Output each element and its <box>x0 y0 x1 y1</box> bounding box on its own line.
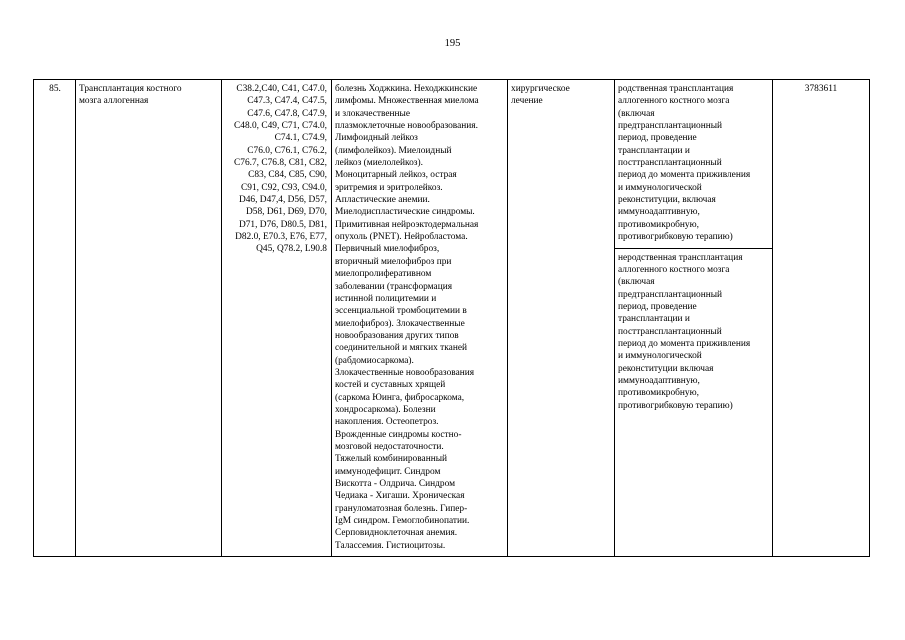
page-number: 195 <box>444 38 461 49</box>
treatment-method-related: родственная трансплантация аллогенного костного мозга (включая предтрансплантационный период, проведение трансплантации и посттрансплантационный период до момента приживления и иммунологической реконституции, включая иммуноадаптивную, противомикробную, противогрибковую терапию) <box>615 80 773 249</box>
service-name: Трансплантация костного мозга аллогенная <box>76 80 222 557</box>
cost-value: 3783611 <box>773 80 870 557</box>
disease-model: болезнь Ходжкина. Неходжкинские лимфомы. Множественная миелома и злокачественные плазмоклеточные новообразования. Лимфоидный лейкоз (лимфолейкоз). Миелоидный лейкоз (миелолейкоз). Моноцитарный лейкоз, острая эритремия и эритролейкоз. Апластические анемии. Миелодиспластические синдромы. Примитивная нейроэктодермальная опухоль (PNET). Нейробластома. Первичный миелофиброз, вторичный миелофиброз при миелопролиферативном заболевании (трансформация истинной полицитемии и эссенциальной тромбоцитемии в миелофиброз). Злокачественные новообразования других типов соединительной и мягких тканей (рабдомиосаркома). Злокачественные новообразования костей и суставных хрящей (саркома Юинга, фибросаркома, хондросаркома). Болезни накопления. Остеопетроз. Врожденные синдромы костно- мозговой недостаточности. Тяжелый комбинированный иммунодефицит. Синдром Вискотта - Олдрича. Синдром Чедиака - Хигаши. Хроническая грануломатозная болезнь. Гипер- IgM синдром. Гемоглобинопатии. Серповидноклеточная анемия. Талассемия. Гистиоцитозы. <box>332 80 508 557</box>
treatment-type: хирургическое лечение <box>508 80 615 557</box>
table-row <box>34 80 870 249</box>
row-number: 85. <box>34 80 76 557</box>
treatment-method-unrelated: неродственная трансплантация аллогенного костного мозга (включая предтрансплантационный период, проведение трансплантации и посттрансплантационный период до момента приживления и иммунологической реконституции включая иммуноадаптивную, противомикробную, противогрибковую терапию) <box>615 248 773 556</box>
icd-codes: C38.2,C40, C41, C47.0, C47.3, C47.4, C47.5, C47.6, C47.8, C47.9, C48.0, C49, C71, C74.0, C74.1, C74.9, C76.0, C76.1, C76.2, C76.7, C76.8, C81, C82, C83, C84, C85, C90, C91, C92, C93, C94.0, D46, D47,4, D56, D57, D58, D61, D69, D70, D71, D76, D80.5, D81, D82.0, E70.3, E76, E77, Q45, Q78.2, L90.8 <box>222 80 332 557</box>
services-table <box>33 79 870 557</box>
